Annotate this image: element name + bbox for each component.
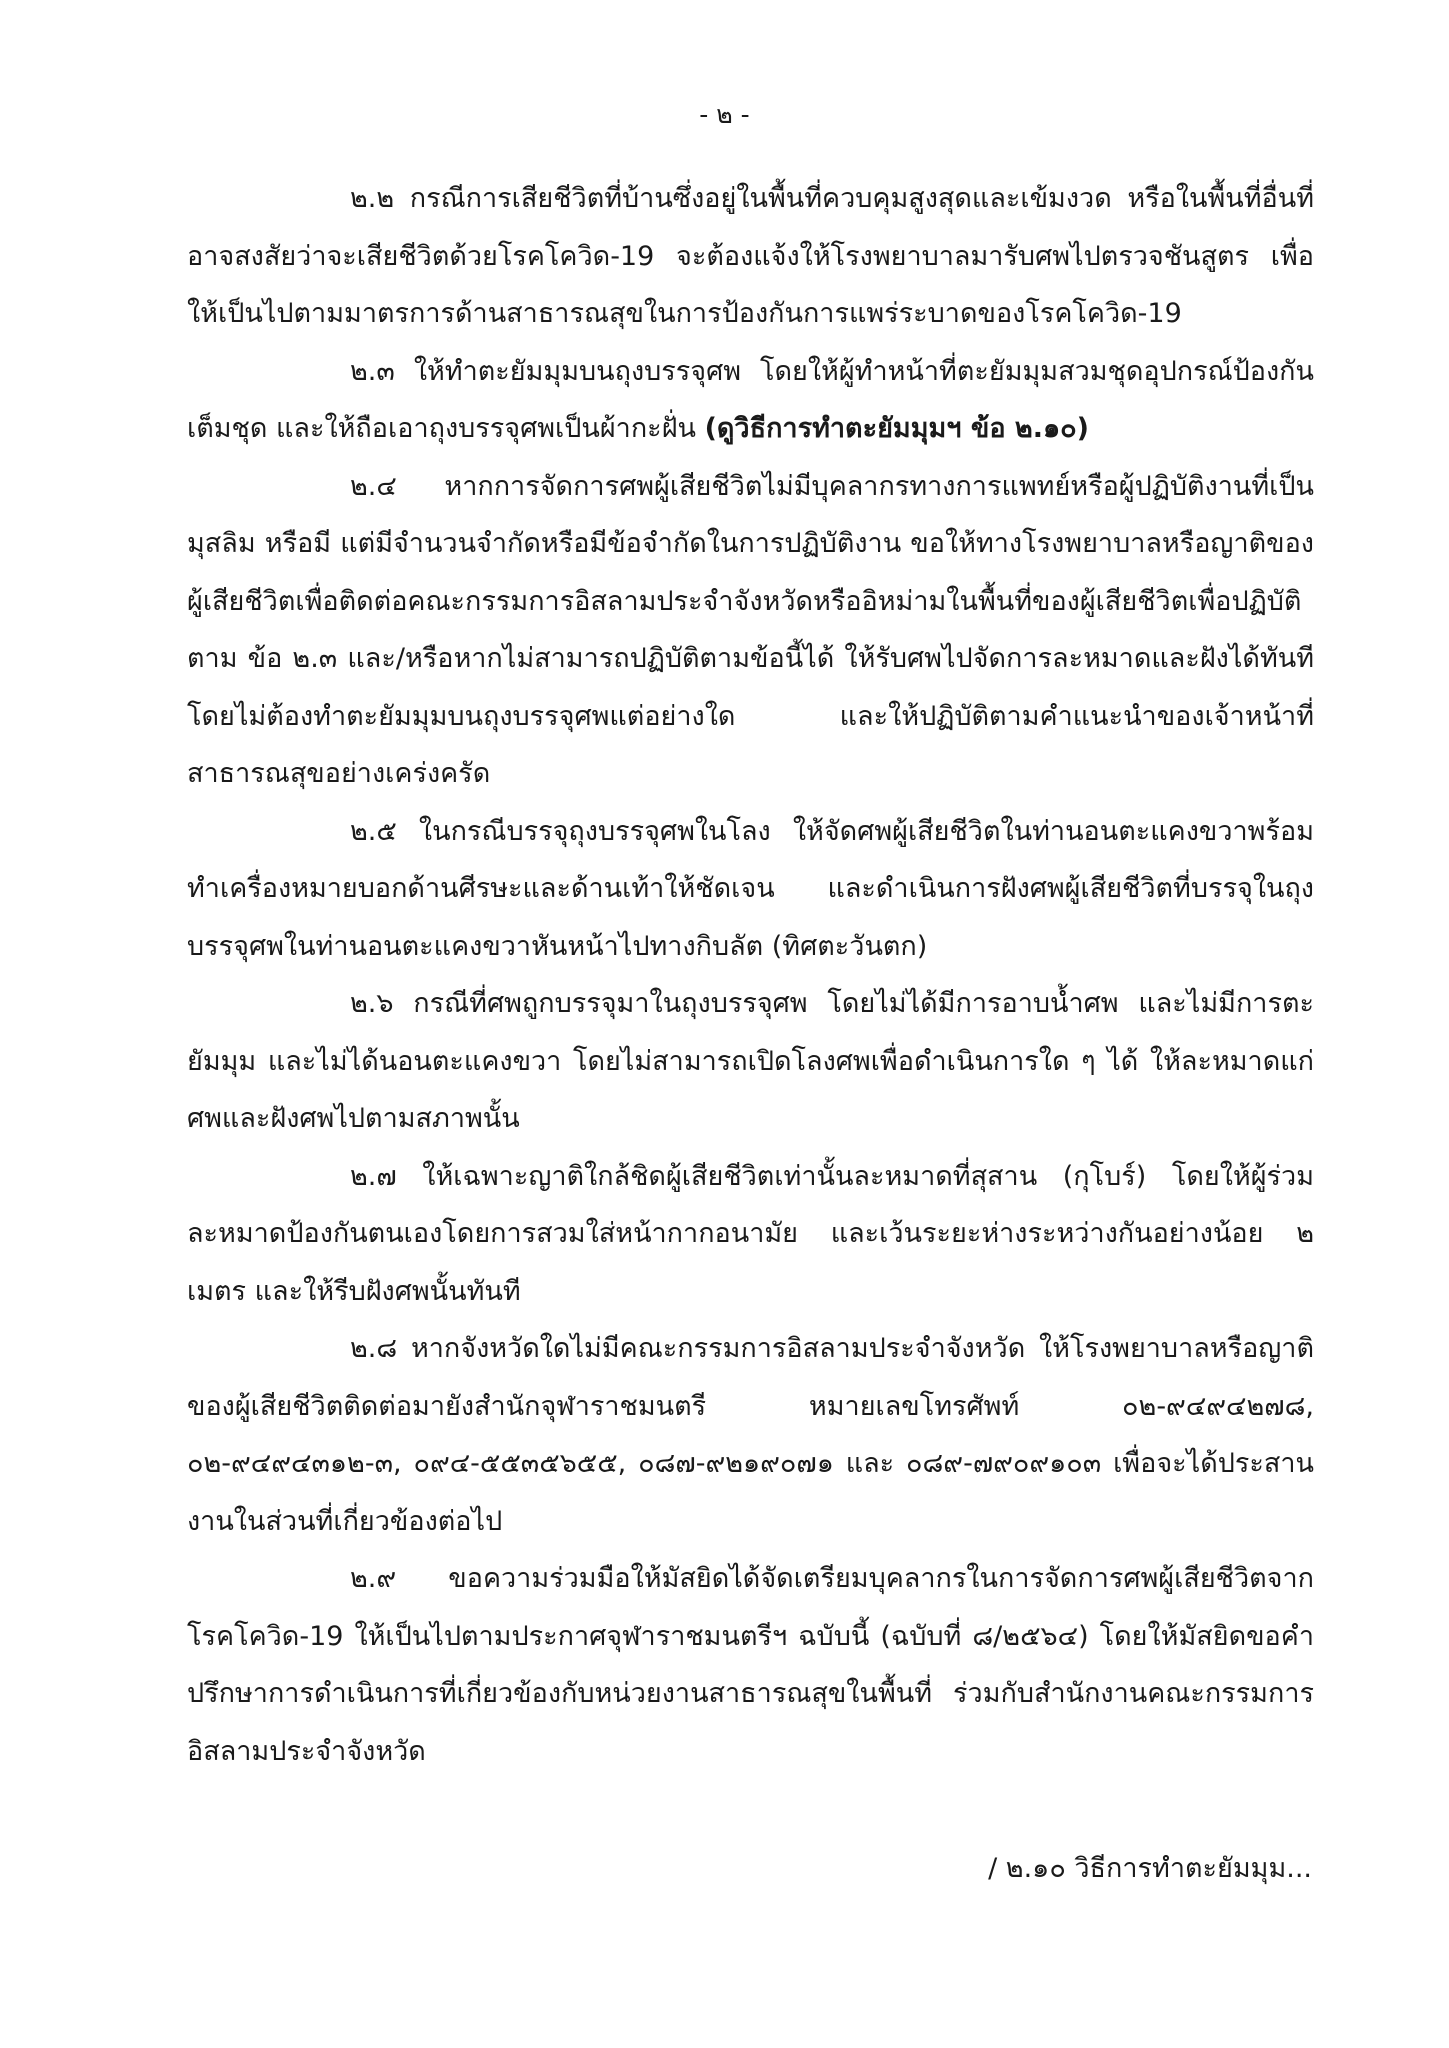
paragraph-2-9: ๒.๙ ขอความร่วมมือให้มัสยิดได้จัดเตรียมบุคลากรในการจัดการศพผู้เสียชีวิตจากโรคโควิด-19 ให้เป็นไปตามประกาศจุฬาราชมนตรีฯ ฉบับนี้ (ฉบับที่ ๘/๒๕๖๔) โดยให้มัสยิดขอคำปรึกษาการดำเนินการที่เกี่ยวข้องกับหน่วยงานสาธารณสุขในพื้นที่ ร่วมกับสำนักงานคณะกรรมการอิสลามประจำจังหวัด [187,1563,1314,1767]
document-body [187,170,1314,1780]
page-number: - ๒ - [699,100,750,129]
paragraph-2-6: ๒.๖ กรณีที่ศพถูกบรรจุมาในถุงบรรจุศพ โดยไม่ได้มีการอาบน้ำศพ และไม่มีการตะยัมมุม และไม่ได้นอนตะแคงขวา โดยไม่สามารถเปิดโลงศพเพื่อดำเนินการใด ๆ ได้ ให้ละหมาดแก่ศพและฝังศพไปตามสภาพนั้น [187,988,1314,1134]
paragraph-2-3 [187,343,1314,458]
paragraph-2-3-text: ๒.๓ ให้ทำตะยัมมุมบนถุงบรรจุศพ โดยให้ผู้ทำหน้าที่ตะยัมมุมสวมชุดอุปกรณ์ป้องกันเต็มชุด และให้ถือเอาถุงบรรจุศพเป็นผ้ากะฝั่น [187,355,1314,444]
paragraph-2-7: ๒.๗ ให้เฉพาะญาติใกล้ชิดผู้เสียชีวิตเท่านั้นละหมาดที่สุสาน (กุโบร์) โดยให้ผู้ร่วมละหมาดป้องกันตนเองโดยการสวมใส่หน้ากากอนามัย และเว้นระยะห่างระหว่างกันอย่างน้อย ๒ เมตร และให้รีบฝังศพนั้นทันที [187,1160,1314,1307]
paragraph-2-5: ๒.๕ ในกรณีบรรจุถุงบรรจุศพในโลง ให้จัดศพผู้เสียชีวิตในท่านอนตะแคงขวาพร้อมทำเครื่องหมายบอกด้านศีรษะและด้านเท้าให้ชัดเจน และดำเนินการฝังศพผู้เสียชีวิตที่บรรจุในถุงบรรจุศพในท่านอนตะแคงขวาหันหน้าไปทางกิบลัต (ทิศตะวันตก) [187,815,1314,962]
paragraph-2-2: ๒.๒ กรณีการเสียชีวิตที่บ้านซึ่งอยู่ในพื้นที่ควบคุมสูงสุดและเข้มงวด หรือในพื้นที่อื่นที่อาจสงสัยว่าจะเสียชีวิตด้วยโรคโควิด-19 จะต้องแจ้งให้โรงพยาบาลมารับศพไปตรวจชันสูตร เพื่อให้เป็นไปตามมาตรการด้านสาธารณสุขในการป้องกันการแพร่ระบาดของโรคโควิด-19 [187,183,1314,329]
paragraph-2-8: ๒.๘ หากจังหวัดใดไม่มีคณะกรรมการอิสลามประจำจังหวัด ให้โรงพยาบาลหรือญาติของผู้เสียชีวิตติดต่อมายังสำนักจุฬาราชมนตรี หมายเลขโทรศัพท์ ๐๒-๙๔๙๔๒๗๘, ๐๒-๙๔๙๔๓๑๒-๓, ๐๙๔-๕๕๓๕๖๕๕, ๐๘๗-๙๒๑๙๐๗๑ และ ๐๘๙-๗๙๐๙๑๐๓ เพื่อจะได้ประสานงานในส่วนที่เกี่ยวข้องต่อไป [187,1333,1314,1537]
paragraph-2-4: ๒.๔ หากการจัดการศพผู้เสียชีวิตไม่มีบุคลากรทางการแพทย์หรือผู้ปฏิบัติงานที่เป็นมุสลิม หรือมี แต่มีจำนวนจำกัดหรือมีข้อจำกัดในการปฏิบัติงาน ขอให้ทางโรงพยาบาลหรือญาติของผู้เสียชีวิตเพื่อติดต่อคณะกรรมการอิสลามประจำจังหวัดหรืออิหม่ามในพื้นที่ของผู้เสียชีวิตเพื่อปฏิบัติตาม ข้อ ๒.๓ และ/หรือหากไม่สามารถปฏิบัติตามข้อนี้ได้ ให้รับศพไปจัดการละหมาดและฝังได้ทันที โดยไม่ต้องทำตะยัมมุมบนถุงบรรจุศพแต่อย่างใด และให้ปฏิบัติตามคำแนะนำของเจ้าหน้าที่สาธารณสุขอย่างเคร่งครัด [187,470,1314,789]
continuation-note: / ๒.๑๐ วิธีการทำตะยัมมุม... [988,1853,1312,1884]
paragraph-2-3-bold-reference: (ดูวิธีการทำตะยัมมุมฯ ข้อ ๒.๑๐) [704,413,1089,444]
